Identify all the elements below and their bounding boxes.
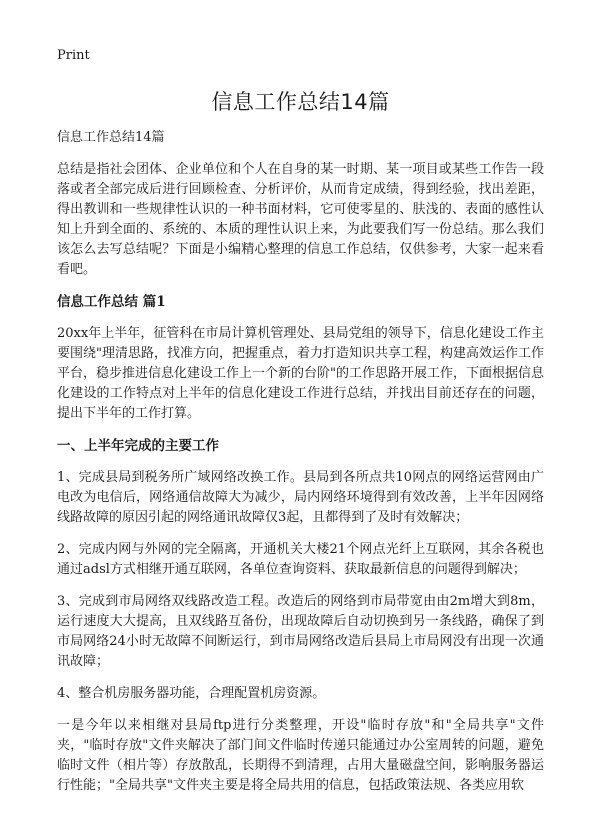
intro-paragraph: 总结是指社会团体、企业单位和个人在自身的某一时期、某一项目或某些工作告一段落或者全部完成后进行回顾检查、分析评价，从而肯定成绩，得到经验，找出差距，得出教训和一些规律性认识的一种书面材料，它可使零星的、肤浅的、表面的感性认知上升到全面的、系统的、本质的理性认识上来，为此要我们写一份总结。那么我们该怎么去写总结呢？下面是小编精心整理的信息工作总结，仅供参考，大家一起来看看吧。 [57, 162, 544, 277]
print-link[interactable]: Print [57, 48, 90, 63]
list-item: 4、整合机房服务器功能，合理配置机房资源。 [57, 686, 326, 701]
article-heading: 信息工作总结 篇1 [57, 294, 166, 310]
document-title: 信息工作总结14篇 [211, 90, 390, 114]
list-item: 1、完成县局到税务所广域网络改换工作。县局到各所点共10网点的网络运营网由广电改为电信后，网络通信故障大为减少，局内网络环境得到有效改善，上半年因网络线路故障的原因引起的网络通讯故障仅3起，且都得到了及时有效解决； [57, 470, 544, 525]
list-item: 3、完成到市局网络双线路改造工程。改造后的网络到市局带宽由由2m增大到8m，运行速度大大提高，且双线路互备份，出现故障后自动切换到另一条线路，确保了到市局网络24小时无故障不间断运行，到市局网络改造后县局上市局网没有出现一次通讯故障； [57, 594, 544, 669]
list-item: 2、完成内网与外网的完全隔离，开通机关大楼21个网点光纤上互联网，其余各税也通过adsl方式相继开通互联网，各单位查询资料、获取最新信息的问题得到解决； [57, 542, 544, 577]
section-heading: 一、上半年完成的主要工作 [57, 438, 219, 454]
article-paragraph: 20xx年上半年，征管科在市局计算机管理处、县局党组的领导下，信息化建设工作主要围绕"理清思路，找准方向，把握重点，着力打造知识共享工程，构建高效运作工作平台，稳步推进信息化建设工作上一个新的台阶"的工作思路开展工作，下面根据信息化建设的工作特点对上半年的信息化建设工作进行总结，并找出目前还存在的问题，提出下半年的工作打算。 [57, 326, 544, 421]
document-subtitle: 信息工作总结14篇 [57, 130, 165, 145]
list-item-detail: 一是今年以来相继对县局ftp进行分类整理，开设"临时存放"和"全局共享"文件夹，"临时存放"文件夹解决了部门间文件临时传递只能通过办公室周转的问题，避免临时文件（相片等）存放散乱，长期得不到清理，占用大量磁盘空间，影响服务器运行性能；"全局共享"文件夹主要是将全局共用的信息，包括政策法规、各类应用软 [57, 718, 544, 793]
